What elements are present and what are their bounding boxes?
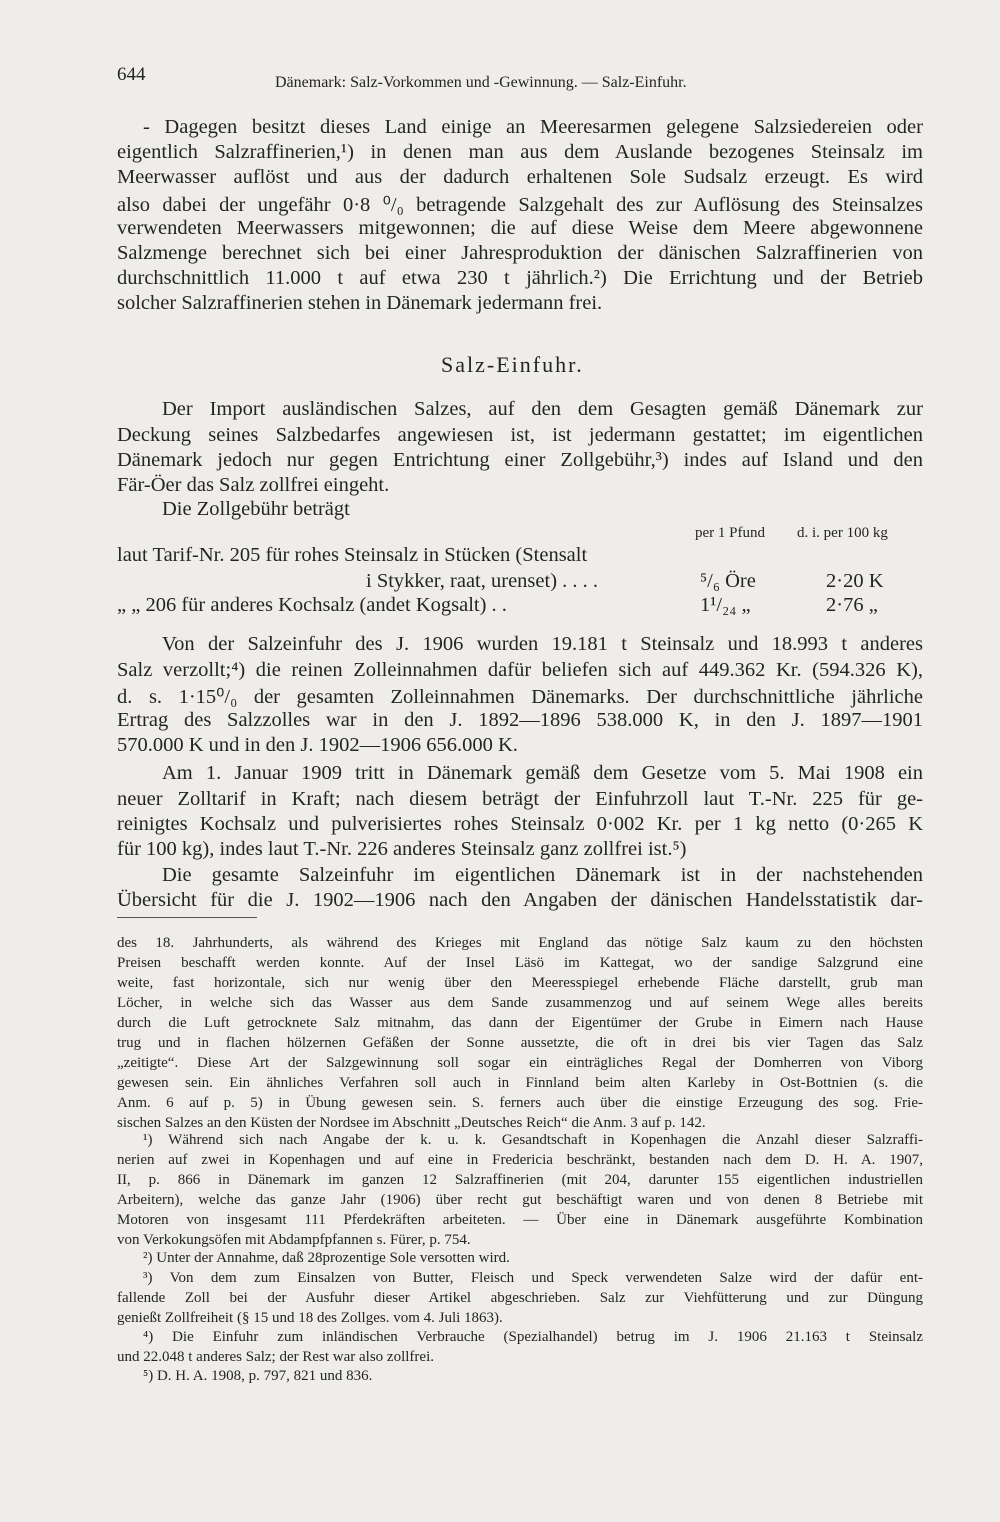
tariff-row-label: laut Tarif-Nr. 205 für rohes Steinsalz in Stücken (Stensalt	[117, 544, 588, 566]
intro-line: solcher Salzraffinerien stehen in Dänemark jedermann frei.	[117, 292, 603, 314]
footnote-line: gewesen sein. Ein ähnliches Verfahren soll auch in Finnland beim alten Karleby in Ost-Bottnien (s. die	[117, 1075, 923, 1091]
footnote-1-line: von Verkokungsöfen mit Abdampfpfannen s. Fürer, p. 754.	[117, 1232, 471, 1248]
footnote-4-line: ⁴) Die Einfuhr zum inländischen Verbrauche (Spezialhandel) betrug im J. 1906 21.163 t Steinsalz	[143, 1329, 923, 1345]
para-1909-line: Am 1. Januar 1909 tritt in Dänemark gemäß dem Gesetze vom 5. Mai 1908 ein	[162, 762, 923, 784]
para-1906-line: Von der Salzeinfuhr des J. 1906 wurden 19.181 t Steinsalz und 18.993 t anderes	[162, 633, 923, 655]
duty-intro: Die Zollgebühr beträgt	[162, 498, 350, 520]
footnote-1-line: Motoren von insgesamt 111 Pferdekräften arbeiteten. — Über eine in Dänemark ausgeführte Kombination	[117, 1212, 923, 1228]
intro-line: also dabei der ungefähr 0·8 ⁰/₀ betragende Salzgehalt des zur Auflösung des Steinsalzes	[117, 194, 923, 216]
para-1906-line: Ertrag des Salzzolles war in den J. 1892—1896 538.000 K, in den J. 1897—1901	[117, 709, 923, 731]
footnote-line: Anm. 6 auf p. 5) in Übung gewesen sein. S. ferners auch über die einstige Erzeugung des sog. Frie-	[117, 1095, 923, 1111]
section-title: Salz-Einfuhr.	[441, 352, 584, 377]
footnote-line: Löcher, in welche sich das Wasser aus dem Sande zusammenzog und auf seinem Wege alles bereits	[117, 995, 923, 1011]
running-title: Dänemark: Salz-Vorkommen und -Gewinnung. — Salz-Einfuhr.	[275, 74, 687, 91]
footnote-line: Preisen beschafft werden konnte. Auf der Insel Läsö im Kattegat, wo der sandige Salzgrund eine	[117, 955, 923, 971]
footnote-5-line: ⁵) D. H. A. 1908, p. 797, 821 und 836.	[143, 1368, 373, 1384]
tariff-cell-per-100kg: 2·76 „	[826, 594, 878, 616]
footnote-line: des 18. Jahrhunderts, als während des Krieges mit England das nötige Salz kaum zu den höchsten	[117, 935, 923, 951]
footnote-line: durch die Luft getrocknete Salz mitnahm, das dann der Eigentümer der Grube in Eimern nach Hause	[117, 1015, 923, 1031]
para-total-line: Übersicht für die J. 1902—1906 nach den Angaben der dänischen Handelsstatistik dar-	[117, 889, 923, 911]
footnote-3-line: fallende Zoll bei der Ausfuhr dieser Artikel abgeschrieben. Salz zur Viehfütterung und zur Düngung	[117, 1290, 923, 1306]
tariff-col-header-1: per 1 Pfund	[695, 525, 765, 541]
para-1909-line: für 100 kg), indes laut T.-Nr. 226 anderes Steinsalz ganz zollfrei ist.⁵)	[117, 838, 687, 860]
import-line: Deckung seines Salzbedarfes angewiesen ist, ist jedermann gestattet; im eigentlichen	[117, 424, 923, 446]
footnote-3-line: genießt Zollfreiheit (§ 15 und 18 des Zollges. vom 4. Juli 1863).	[117, 1310, 503, 1326]
footnote-line: trug und in flachen hölzernen Gefäßen der Sonne aussetzte, die oft in drei bis vier Tagen das Salz	[117, 1035, 923, 1051]
footnote-4-line: und 22.048 t anderes Salz; der Rest war also zollfrei.	[117, 1349, 434, 1365]
tariff-cell-per-100kg: 2·20 K	[826, 570, 884, 592]
para-1906-line: d. s. 1·15⁰/₀ der gesamten Zolleinnahmen Dänemarks. Der durchschnittliche jährliche	[117, 686, 923, 708]
intro-line: Meerwasser auflöst und aus der dadurch erhaltenen Sole Sudsalz erzeugt. Es wird	[117, 166, 923, 188]
footnote-divider	[117, 917, 257, 918]
intro-line: eigentlich Salzraffinerien,¹) in denen man aus dem Auslande bezogenes Steinsalz im	[117, 141, 923, 163]
para-1906-line: Salz verzollt;⁴) die reinen Zolleinnahmen dafür beliefen sich auf 449.362 Kr. (594.326 K),	[117, 659, 923, 681]
tariff-cell-per-pound: 1¹/₂₄ „	[700, 594, 751, 616]
intro-line: verwendeten Meerwassers mitgewonnen; die auf diese Weise dem Meere abgewonnene	[117, 217, 923, 239]
footnote-2-line: ²) Unter der Annahme, daß 28prozentige Sole versotten wird.	[143, 1250, 510, 1266]
footnote-line: „zeitigte“. Diese Art der Salzgewinnung soll sogar ein einträgliches Regal der Domherren von Viborg	[117, 1055, 923, 1071]
intro-line: durchschnittlich 11.000 t auf etwa 230 t jährlich.²) Die Errichtung und der Betrieb	[117, 267, 923, 289]
intro-line: Salzmenge berechnet sich bei einer Jahresproduktion der dänischen Salzraffinerien von	[117, 242, 923, 264]
footnote-3-line: ³) Von dem zum Einsalzen von Butter, Fleisch und Speck verwendeten Salze wird der dafür ent-	[143, 1270, 923, 1286]
import-line: Der Import ausländischen Salzes, auf den dem Gesagten gemäß Dänemark zur	[162, 398, 923, 420]
tariff-row-label: i Stykker, raat, urenset) . . . .	[366, 570, 599, 592]
footnote-1-line: nerien auf zwei in Kopenhagen und auf eine in Fredericia beschränkt, bestanden nach dem D. H. A. 1907,	[117, 1152, 923, 1168]
footnote-1-line: Arbeitern), welche das ganze Jahr (1906) über recht gut beschäftigt waren und von denen 8 Betriebe mit	[117, 1192, 923, 1208]
import-line: Dänemark jedoch nur gegen Entrichtung einer Zollgebühr,³) indes auf Island und den	[117, 449, 923, 471]
page-number: 644	[117, 64, 146, 85]
para-1906-line: 570.000 K und in den J. 1902—1906 656.000 K.	[117, 734, 518, 756]
para-1909-line: reinigtes Kochsalz und pulverisiertes rohes Steinsalz 0·002 Kr. per 1 kg netto (0·265 K	[117, 813, 923, 835]
footnote-line: weite, fast horizontale, sich nur wenig über den Meeresspiegel erhebende Fläche darstellt, grub man	[117, 975, 923, 991]
footnote-1-line: II, p. 866 in Dänemark im ganzen 12 Salzraffinerien (mit 204, darunter 155 eigentlichen industriellen	[117, 1172, 923, 1188]
footnote-1-line: ¹) Während sich nach Angabe der k. u. k. Gesandtschaft in Kopenhagen die Anzahl dieser Salzraffi-	[143, 1132, 923, 1148]
import-line: Fär-Öer das Salz zollfrei eingeht.	[117, 474, 390, 496]
footnote-line: sischen Salzes an den Küsten der Nordsee im Abschnitt „Deutsches Reich“ die Anm. 3 auf p. 142.	[117, 1115, 706, 1131]
para-1909-line: neuer Zolltarif in Kraft; nach diesem beträgt der Einfuhrzoll laut T.-Nr. 225 für ge-	[117, 788, 923, 810]
intro-line: - Dagegen besitzt dieses Land einige an Meeresarmen gelegene Salzsiedereien oder	[143, 116, 923, 138]
tariff-col-header-2: d. i. per 100 kg	[797, 525, 888, 541]
tariff-row-label: „ „ 206 für anderes Kochsalz (andet Kogsalt) . .	[117, 594, 507, 616]
para-total-line: Die gesamte Salzeinfuhr im eigentlichen Dänemark ist in der nachstehenden	[162, 864, 923, 886]
tariff-cell-per-pound: ⁵/₆ Öre	[700, 570, 756, 592]
